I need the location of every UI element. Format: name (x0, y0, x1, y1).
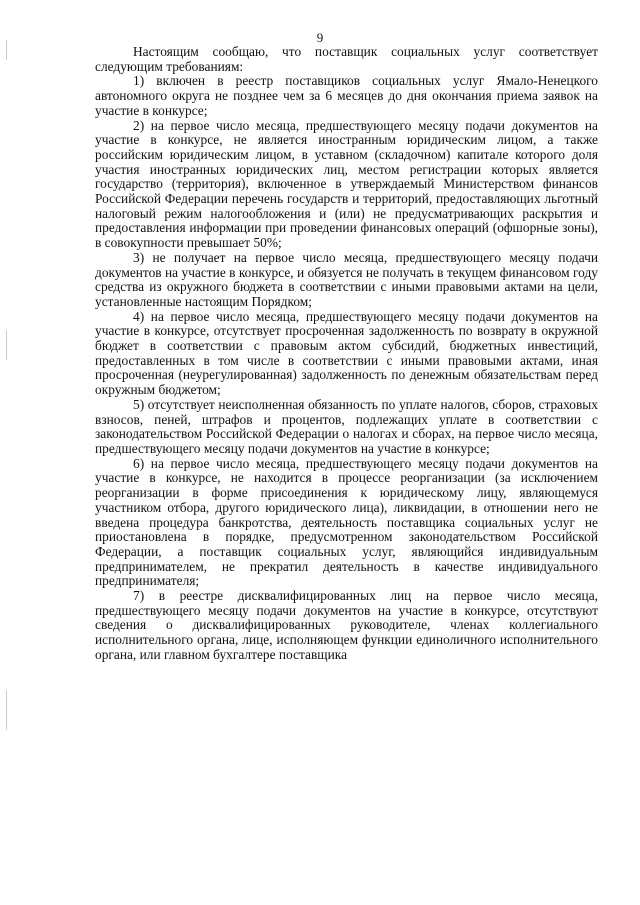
page-number: 9 (316, 30, 324, 45)
scan-edge-mark (6, 690, 7, 730)
requirement-item-3: 3) не получает на первое число месяца, предшествующего месяцу подачи документов на участие в конкурсе, и обязуется не получать в текущем финансовом году средства из окружного бюджета в соответствии с иными правовыми актами на цели, установленные настоящим Порядком; (95, 249, 598, 309)
requirement-item-6: 6) на первое число месяца, предшествующего месяцу подачи документов на участие в конкурсе, не находится в процессе реорганизации (за исключением реорганизации в форме присоединения к юридическому лицу, являющемуся участником отбора, другого юридического лица), ликвидации, в отношении него не введена процедура банкротства, деятельность поставщика социальных услуг не приостановлена в порядке, предусмотренном законодательством Российской Федерации, а поставщик социальных услуг, являющийся индивидуальным предпринимателем, не прекратил деятельность в качестве индивидуального предпринимателя; (95, 455, 598, 589)
document-body (95, 45, 598, 663)
requirement-item-7: 7) в реестре дисквалифицированных лиц на первое число месяца, предшествующего месяцу подачи документов на участие в конкурсе, отсутствуют сведения о дисквалифицированных руководителе, членах коллегиального исполнительного органа, лице, исполняющем функции единоличного исполнительного органа, или главном бухгалтере поставщика (95, 588, 598, 662)
requirement-item-5: 5) отсутствует неисполненная обязанность по уплате налогов, сборов, страховых взносов, пеней, штрафов и процентов, подлежащих уплате в соответствии с законодательством Российской Федерации о налогах и сборах, на первое число месяца, предшествующего месяцу подачи документов на участие в конкурсе; (95, 396, 598, 456)
scan-edge-mark (6, 330, 7, 360)
requirement-item-4: 4) на первое число месяца, предшествующего месяцу подачи документов на участие в конкурсе, отсутствует просроченная задолженность по возврату в окружной бюджет в соответствии с правовым актом субсидий, бюджетных инвестиций, предоставленных в том числе в соответствии с иными правовыми актами, иная просроченная (неурегулированная) задолженность по денежным обязательствам перед окружным бюджетом; (95, 308, 598, 398)
requirement-item-1: 1) включен в реестр поставщиков социальных услуг Ямало-Ненецкого автономного округа не позднее чем за 6 месяцев до дня окончания приема заявок на участие в конкурсе; (95, 73, 598, 118)
intro-paragraph: Настоящим сообщаю, что поставщик социальных услуг соответствует следующим требованиям: (95, 44, 598, 74)
requirement-item-2: 2) на первое число месяца, предшествующего месяцу подачи документов на участие в конкурсе, не является иностранным юридическим лицом, а также российским юридическим лицом, в уставном (складочном) капитале которого доля участия иностранных юридических лиц, местом регистрации которых является государство (территория), включенное в утверждаемый Министерством финансов Российской Федерации перечень государств и территорий, предоставляющих льготный налоговый режим налогообложения и (или) не предусматривающих раскрытия и предоставления информации при проведении финансовых операций (офшорные зоны), в совокупности превышает 50%; (95, 117, 598, 251)
